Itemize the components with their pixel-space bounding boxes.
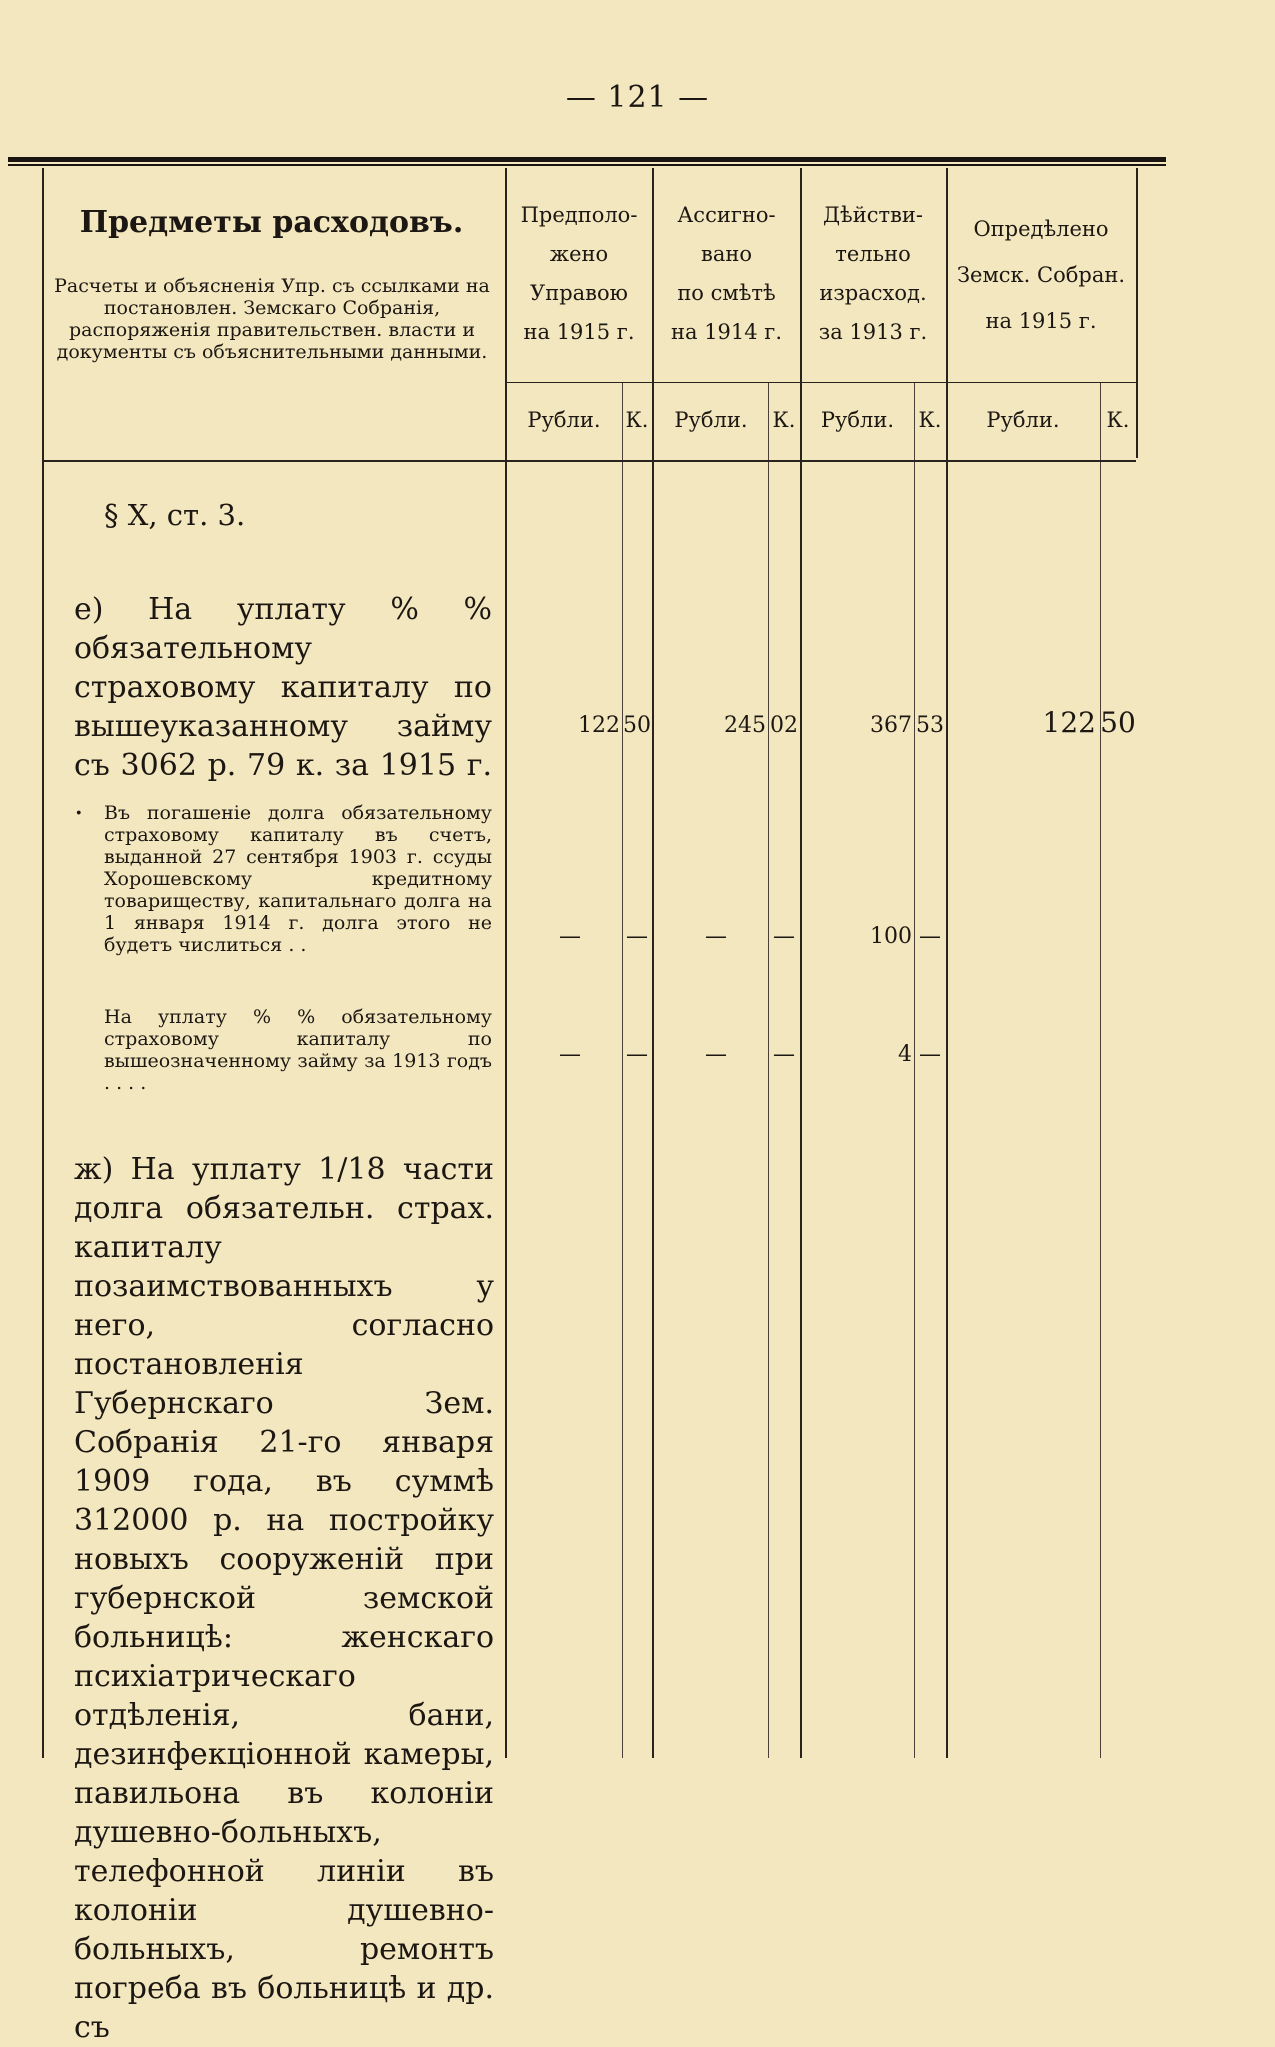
entry-interest-text: На уплату % % обязательному страховому капиталу по вышеозначенному займу за 1913 годъ . . . . [104,1006,492,1094]
header-title: Предметы расходовъ. [79,205,464,240]
entry-interest-col3-kop: — [919,1042,941,1067]
entry-interest-col1-kop: — [626,1042,648,1067]
entry-interest-col2-kop: — [773,1042,795,1067]
top-rule [8,157,1166,162]
entry-interest-col3-rub: 4 [898,1042,912,1067]
entry-e-col2-rub: 245 [724,713,766,738]
entry-e-col3-rub: 367 [870,713,912,738]
entry-zh-text: ж) На уплату 1/18 части долга обязательн. страх. капиталу позаимствованныхъ у него, согласно постановленія Губернскаго Зем. Собранія 21-го января 1909 года, въ суммѣ 312000 р. на постройку новыхъ сооруженій при губернской земской больницѣ: женскаго психіатрическаго отдѣленія, бани, дезинфекціонной камеры, павильона въ колоніи душевно-больныхъ, телефонной линіи въ колоніи душевно-больныхъ, ремонтъ погреба въ больницѣ и др. съ [74,1152,494,2045]
entry-debt-col1-rub: — [559,924,581,949]
col-2-heading: Ассигно- вано по смѣтѣ на 1914 г. [671,203,782,344]
entry-e-col2-kop: 02 [770,713,798,738]
col-4-heading: Опредѣлено Земск. Собран. на 1915 г. [956,217,1126,333]
kop-divider-1 [622,382,623,1758]
col-1-kop: К. [625,408,649,432]
col-3-kop: К. [918,408,942,432]
entry-e-col4-rub: 122 [1042,706,1096,739]
entry-debt-col2-kop: — [773,924,795,949]
kop-divider-4 [1100,382,1101,1758]
col-1-heading: Предполо- жено Управою на 1915 г. [520,203,638,344]
kop-divider-3 [914,382,915,1758]
section-heading: § X, ст. 3. [104,498,246,532]
entry-debt-col3-rub: 100 [870,924,912,949]
entry-interest-col1-rub: — [559,1042,581,1067]
col-3-unit: Рубли. [820,408,895,432]
entry-e-col4-kop: 50 [1100,706,1136,739]
table-left-border [42,168,44,1758]
entry-e-col1-rub: 122 [578,713,620,738]
page-number: — 121 — [565,80,710,115]
col-1-unit: Рубли. [527,408,601,432]
top-rule-thin [8,164,1166,166]
entry-debt-col1-kop: — [626,924,648,949]
divider-text-column [505,168,507,1758]
entry-debt-text: Въ погашеніе долга обязательному страховому капиталу въ счетъ, выданной 27 сентября 1903 г. ссуды Хорошевскому кредитному товариществу, капитальнаго долга на 1 января 1914 г. долга этого не будетъ числиться . . [104,802,492,956]
col-4-unit: Рубли. [986,408,1060,432]
divider-col-2 [800,168,802,1758]
entry-e-col3-kop: 53 [916,713,944,738]
unit-row-top [506,382,1136,383]
col-2-unit: Рубли. [674,408,748,432]
col-2-kop: К. [772,408,796,432]
divider-col-3 [946,168,948,1758]
divider-col-1 [652,168,654,1758]
col-3-heading: Дѣйстви- тельно израсход. за 1913 г. [818,203,928,344]
header-bottom [44,460,1136,462]
entry-debt-col3-kop: — [919,924,941,949]
table-right-border [1136,168,1138,458]
entry-debt-col2-rub: — [705,924,727,949]
entry-interest-col2-rub: — [705,1042,727,1067]
kop-divider-2 [768,382,769,1758]
entry-e-text: е) На уплату % % обязательному страховому капиталу по вышеуказанному займу съ 3062 р. 79 к. за 1915 г. . [74,592,492,822]
col-4-kop: К. [1106,408,1130,432]
entry-e-col1-kop: 50 [623,713,651,738]
header-description: Расчеты и объясненія Упр. съ ссылками на постановлен. Земскаго Собранія, распоряженія правительствен. власти и документы съ объяснительными данными. [54,275,490,363]
